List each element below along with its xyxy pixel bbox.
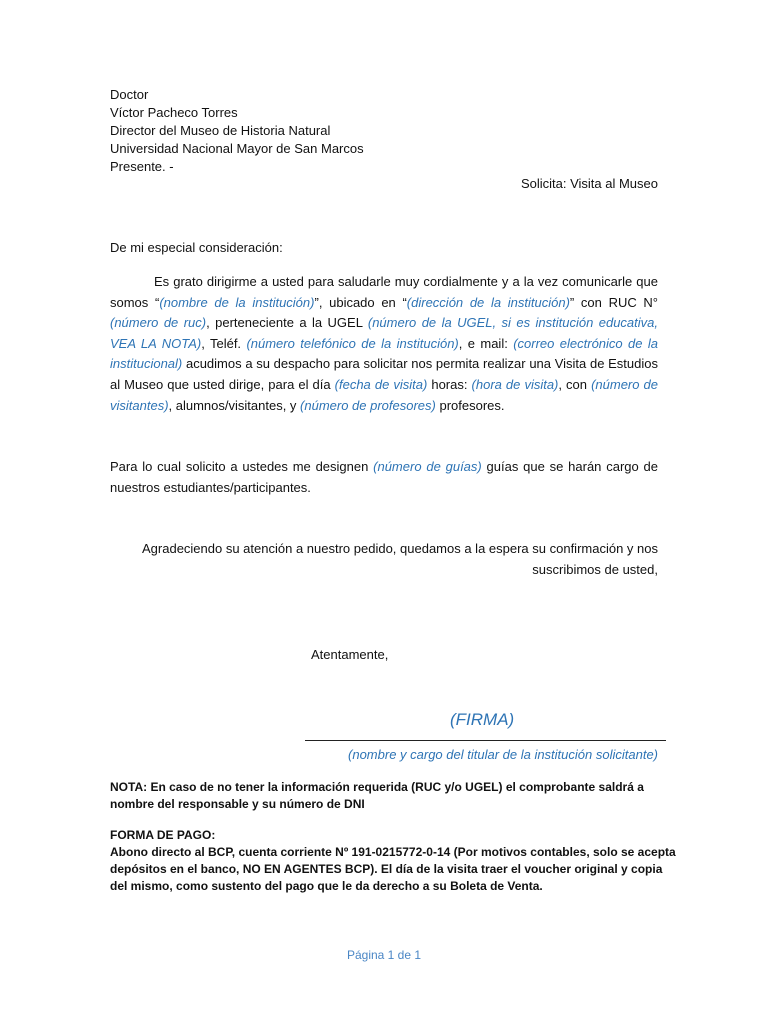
text-segment: , con — [558, 376, 592, 392]
placeholder-visitor-count: (número de visitantes) — [110, 376, 658, 413]
placeholder-visit-time: (hora de visita) — [471, 376, 559, 392]
text-segment: Es grato dirigirme a usted para saludarle muy cordialmente y a la vez comunicarle que somos “ — [110, 274, 658, 310]
placeholder-ugel: (número de la UGEL, si es institución educativa, VEA LA NOTA) — [110, 315, 659, 351]
text-segment: guías que se harán cargo de nuestros estudiantes/participantes. — [110, 459, 658, 495]
text-segment: Para lo cual solicito a ustedes me designen — [110, 459, 374, 474]
payment-title: FORMA DE PAGO: — [110, 828, 216, 842]
body-paragraph-3: Agradeciendo su atención a nuestro pedido, quedamos a la espera su confirmación y nos suscribimos de usted, — [142, 541, 658, 577]
text-segment: profesores. — [435, 397, 505, 413]
recipient-block — [110, 86, 364, 176]
recipient-title: Doctor — [110, 87, 149, 102]
text-segment: ”, ubicado en “ — [314, 294, 407, 310]
page-number: Página 1 de 1 — [346, 948, 422, 962]
greeting: De mi especial consideración: — [110, 240, 283, 255]
placeholder-institution-name: (nombre de la institución) — [159, 294, 315, 310]
closing: Atentamente, — [311, 647, 389, 662]
placeholder-email: (correo electrónico de la institucional) — [110, 335, 658, 372]
text-segment: horas: — [427, 376, 472, 392]
placeholder-teacher-count: (número de profesores) — [300, 397, 436, 413]
text-segment: ” con RUC N° — [569, 294, 659, 310]
note-label: NOTA: — [110, 780, 148, 794]
placeholder-phone: (número telefónico de la institución) — [246, 335, 459, 351]
signature-line — [305, 740, 666, 741]
body-paragraph-1 — [110, 272, 658, 416]
text-segment: , alumnos/visitantes, y — [168, 397, 301, 413]
recipient-institution: Universidad Nacional Mayor de San Marcos — [110, 141, 364, 156]
payment-block — [110, 827, 680, 895]
payment-text: Abono directo al BCP, cuenta corriente Nº 191-0215772-0-14 (Por motivos contables, solo se acepta depósitos en el banco, NO EN AGENTES BCP). El día de la visita traer el voucher original y copia del mismo, como sustento del pago que le da derecho a su Boleta de Venta. — [110, 845, 676, 893]
placeholder-guide-count: (número de guías) — [373, 459, 482, 474]
placeholder-institution-address: (dirección de la institución) — [406, 294, 570, 310]
text-segment: , Teléf. — [201, 335, 247, 351]
text-segment: acudimos a su despacho para solicitar nos permita realizar una Visita de Estudios al Museo que usted dirige, para el día — [110, 356, 658, 392]
placeholder-ruc: (número de ruc) — [110, 315, 207, 331]
signature-subtitle: (nombre y cargo del titular de la institución solicitante) — [348, 747, 658, 762]
note-block — [110, 779, 670, 813]
recipient-presente: Presente. - — [110, 159, 174, 174]
signature-label: (FIRMA) — [450, 710, 515, 729]
note-text: En caso de no tener la información requerida (RUC y/o UGEL) el comprobante saldrá a nombre del responsable y su número de DNI — [110, 780, 644, 811]
subject-line: Solicita: Visita al Museo — [520, 176, 658, 191]
recipient-name: Víctor Pacheco Torres — [110, 105, 238, 120]
text-segment: , e mail: — [458, 335, 514, 351]
text-segment: , perteneciente a la UGEL — [206, 315, 368, 331]
placeholder-visit-date: (fecha de visita) — [334, 376, 428, 392]
body-paragraph-2 — [110, 457, 658, 498]
recipient-position: Director del Museo de Historia Natural — [110, 123, 331, 138]
